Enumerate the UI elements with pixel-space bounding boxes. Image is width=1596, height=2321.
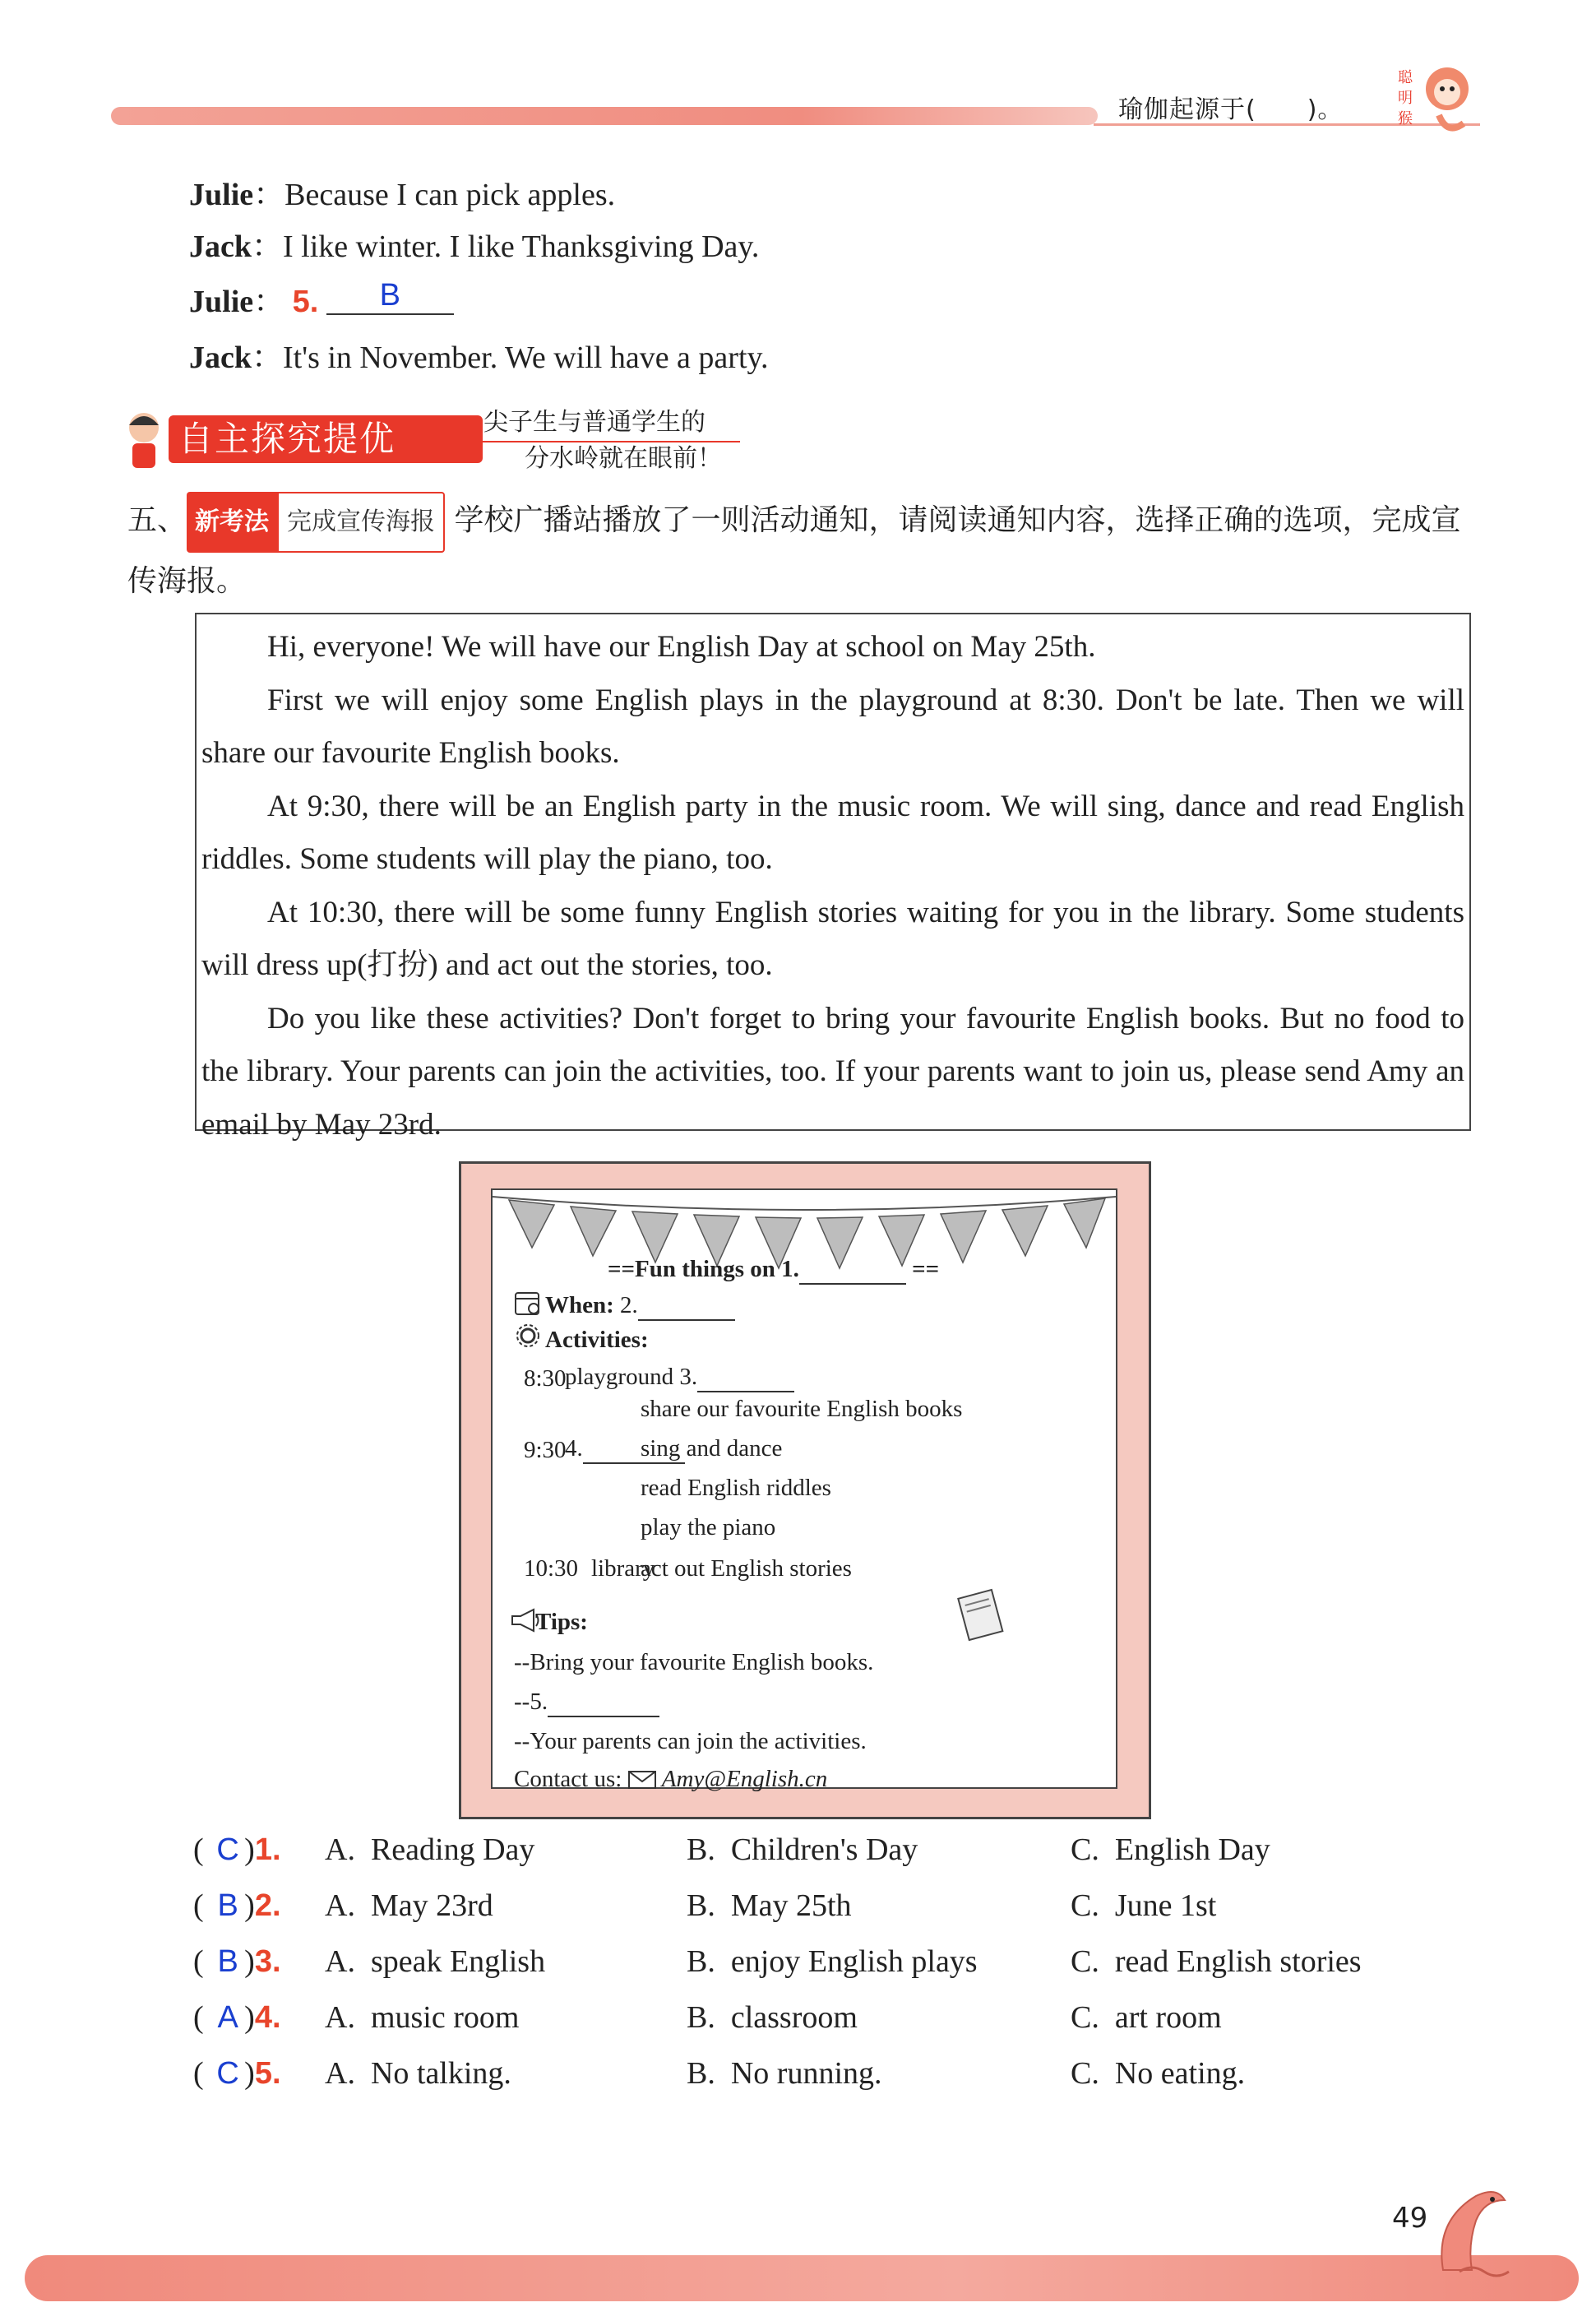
contact-email: Amy@English.cn: [661, 1766, 828, 1792]
question-row: ( C )5. A. No talking. B. No running. C. No eating.: [193, 2056, 1246, 2091]
question-number: 4.: [254, 2000, 281, 2035]
tag-poster: 完成宣传海报: [277, 492, 445, 553]
dialog-text: I like winter. I like Thanksgiving Day.: [283, 229, 760, 264]
row1-extra: share our favourite English books: [641, 1396, 963, 1422]
option-b: B. Children's Day: [687, 1832, 918, 1867]
question-number: 3.: [254, 1944, 281, 1979]
notice-paragraph: At 10:30, there will be some funny English stories waiting for you in the library. Some students will dress up(打扮) and act out the stories, too.: [201, 895, 1464, 982]
option-b: B. classroom: [687, 2000, 858, 2035]
option-c: C. art room: [1071, 2000, 1222, 2035]
contact-row: Contact us: Amy@English.cn: [514, 1766, 828, 1792]
header-bar: [111, 107, 1098, 125]
speaker: Jack: [189, 341, 252, 375]
row2-activity: sing and dance: [641, 1435, 783, 1462]
tips-label: Tips:: [535, 1609, 588, 1635]
notice-paragraph: At 9:30, there will be an English party in the music room. We will sing, dance and read English riddles. Some students will play the piano, too.: [201, 789, 1464, 876]
section-number: 五、: [127, 503, 187, 537]
tip-3: --Your parents can join the activities.: [514, 1728, 867, 1754]
row3-place: library: [591, 1555, 655, 1582]
option-b: B. enjoy English plays: [687, 1944, 978, 1979]
question-number: 1.: [254, 1832, 281, 1867]
answer[interactable]: C: [216, 1832, 239, 1867]
dialog-line-2: Jack：I like winter. I like Thanksgiving Day.: [189, 229, 760, 264]
tip-2: --5.: [514, 1689, 659, 1717]
row2-activity: read English riddles: [641, 1475, 831, 1501]
section-instruction: [127, 492, 1484, 610]
question-number: 2.: [254, 1888, 281, 1923]
question-row: ( B )2. A. May 23rd B. May 25th C. June 1st: [193, 1888, 1217, 1923]
answer-blank[interactable]: [697, 1364, 794, 1392]
tag-new-method: 新考法: [187, 492, 277, 553]
row2-activity: play the piano: [641, 1514, 776, 1540]
tip-1: --Bring your favourite English books.: [514, 1649, 874, 1675]
svg-text:明: 明: [1398, 90, 1413, 107]
dialog-line-3: Julie： 5. B: [189, 276, 454, 322]
dialog-line-1: Julie：Because I can pick apples.: [189, 178, 616, 212]
option-a: A. May 23rd: [325, 1888, 493, 1923]
notice-box: [195, 613, 1471, 1142]
question-number: 5.: [292, 285, 319, 319]
row1-place: playground 3.: [565, 1364, 794, 1392]
student-mascot-icon: [119, 407, 170, 473]
banner-slogan: 尖子生与普通学生的 分水岭就在眼前！: [483, 408, 722, 473]
option-a: A. music room: [325, 2000, 520, 2035]
option-b: B. May 25th: [687, 1888, 852, 1923]
speaker: Julie: [189, 285, 254, 319]
answer-blank[interactable]: B: [326, 278, 454, 315]
option-a: A. Reading Day: [325, 1832, 535, 1867]
answer-blank[interactable]: [548, 1689, 659, 1717]
dialog-text: Because I can pick apples.: [285, 178, 616, 212]
answer-blank[interactable]: [638, 1292, 735, 1321]
banner-title: 自主探究提优: [169, 415, 483, 463]
speaker: Julie: [189, 178, 254, 212]
svg-text:聪: 聪: [1398, 69, 1413, 86]
notice-paragraph: Do you like these activities? Don't forget to bring your favourite English books. But no food to the library. Your parents can join the activities, too. If your parents want to join us, please send Amy an email by May 23rd.: [201, 1001, 1464, 1142]
monkey-mascot-icon: [1390, 58, 1480, 140]
notice-paragraph: First we will enjoy some English plays in the playground at 8:30. Don't be late. Then we will share our favourite English books.: [201, 683, 1464, 770]
svg-text:猴: 猴: [1398, 110, 1413, 127]
row3-activity: act out English stories: [641, 1555, 852, 1582]
option-a: A. No talking.: [325, 2056, 511, 2091]
option-c: C. June 1st: [1071, 1888, 1217, 1923]
row2-time: 9:30: [524, 1437, 567, 1463]
answer[interactable]: B: [217, 1888, 238, 1923]
page-number: 49: [1392, 2202, 1428, 2235]
notice-paragraph: Hi, everyone! We will have our English Day at school on May 25th.: [267, 630, 1096, 664]
dialog-line-4: Jack：It's in November. We will have a party.: [189, 341, 769, 375]
answer[interactable]: C: [216, 2056, 239, 2091]
row3-time: 10:30: [524, 1555, 579, 1582]
question-row: ( C )1. A. Reading Day B. Children's Day C. English Day: [193, 1832, 1270, 1867]
header-riddle: 瑜伽起源于( )。: [1118, 95, 1344, 124]
answer[interactable]: B: [217, 1944, 238, 1979]
option-a: A. speak English: [325, 1944, 546, 1979]
footer-bar: [25, 2255, 1579, 2301]
question-row: ( B )3. A. speak English B. enjoy English plays C. read English stories: [193, 1944, 1362, 1979]
activities-label: Activities:: [545, 1327, 649, 1353]
row1-time: 8:30: [524, 1365, 567, 1392]
question-number: 5.: [254, 2056, 281, 2091]
poster: [459, 1161, 1151, 1819]
answer-blank[interactable]: [799, 1256, 906, 1285]
speaker: Jack: [189, 229, 252, 264]
poster-title: ==Fun things on 1. ==: [608, 1256, 939, 1285]
gear-icon: [514, 1322, 542, 1350]
answer[interactable]: A: [217, 2000, 238, 2035]
instruction-text: 学校广播站播放了一则活动通知，请阅读通知内容，选择正确的选项，完成宣传海报。: [127, 503, 1461, 598]
question-row: ( A )4. A. music room B. classroom C. art room: [193, 2000, 1222, 2035]
option-c: C. English Day: [1071, 1832, 1270, 1867]
book-icon: [953, 1585, 1011, 1642]
calendar-icon: [514, 1289, 542, 1317]
option-c: C. No eating.: [1071, 2056, 1246, 2091]
envelope-icon: [628, 1771, 656, 1789]
row2-place: 4.: [565, 1435, 685, 1464]
poster-inner: [491, 1188, 1117, 1792]
dolphin-icon: [1427, 2180, 1517, 2286]
when-row: When: 2.: [545, 1292, 735, 1321]
dialog-text: It's in November. We will have a party.: [283, 341, 769, 375]
option-b: B. No running.: [687, 2056, 882, 2091]
option-c: C. read English stories: [1071, 1944, 1362, 1979]
